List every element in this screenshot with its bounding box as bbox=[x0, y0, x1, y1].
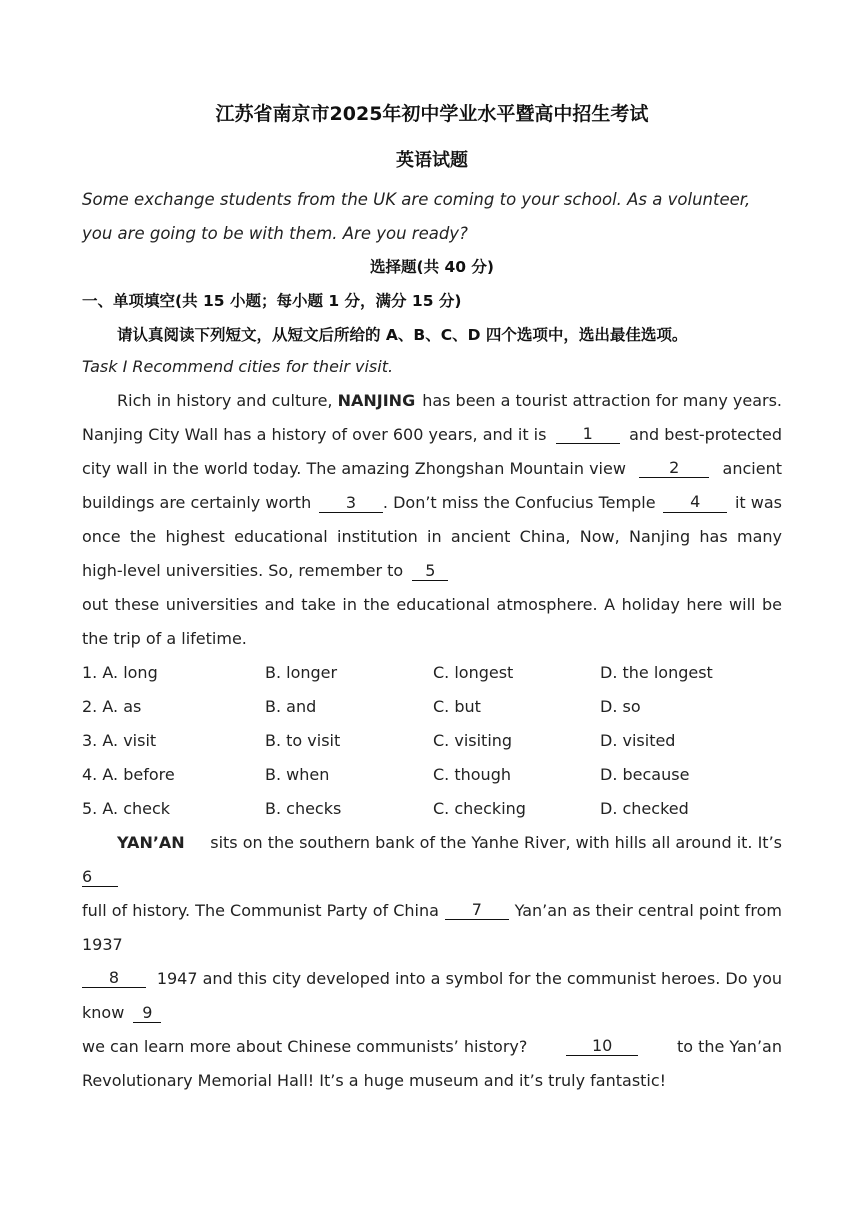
instruction-text: 请认真阅读下列短文，从短文后所给的 A、B、C、D 四个选项中，选出最佳选项。 bbox=[117, 326, 688, 344]
passage1-line: out these universities and take in the educational atmosphere. A holiday here will be bbox=[82, 595, 782, 614]
task-heading: Task I Recommend cities for their visit. bbox=[82, 357, 394, 376]
blank-1: 1 bbox=[556, 425, 620, 444]
option-1a: 1. A. long bbox=[82, 663, 158, 682]
page-subtitle: 英语试题 bbox=[396, 150, 468, 171]
option-5a: 5. A. check bbox=[82, 799, 171, 818]
passage2-line: full of history. The Communist Party of China 7 Yan’an as their central point from bbox=[82, 900, 782, 920]
intro-text: Some exchange students from the UK are coming to your school. As a volunteer, you are going to be with them. Are you ready? bbox=[82, 190, 751, 243]
keyword-yanan: YAN’AN bbox=[117, 833, 185, 852]
option-5c: C. checking bbox=[433, 799, 526, 818]
option-3b: B. to visit bbox=[265, 731, 341, 750]
blank-6: 6 bbox=[82, 868, 118, 887]
passage1-line: once the highest educational institution in ancient China, Now, Nanjing has many bbox=[82, 527, 782, 546]
option-1b: B. longer bbox=[265, 663, 338, 682]
passage1-line: city wall in the world today. The amazing Zhongshan Mountain view 2 ancient bbox=[82, 458, 782, 478]
passage1-line: Nanjing City Wall has a history of over 600 years, and it is 1 and best-protected bbox=[82, 424, 782, 444]
passage1-line: the trip of a lifetime. bbox=[82, 629, 247, 648]
option-3a: 3. A. visit bbox=[82, 731, 157, 750]
option-4c: C. though bbox=[433, 765, 511, 784]
keyword-nanjing: NANJING bbox=[337, 391, 416, 410]
passage2-line: know 9 bbox=[82, 1003, 782, 1023]
option-3d: D. visited bbox=[600, 731, 676, 750]
option-2c: C. but bbox=[433, 697, 481, 716]
passage2-line: Revolutionary Memorial Hall! It’s a huge museum and it’s truly fantastic! bbox=[82, 1071, 667, 1090]
blank-2: 2 bbox=[639, 459, 709, 478]
passage1-line: high-level universities. So, remember to 5 bbox=[82, 561, 782, 581]
option-2b: B. and bbox=[265, 697, 317, 716]
blank-8: 8 bbox=[82, 969, 146, 988]
blank-9: 9 bbox=[133, 1004, 161, 1023]
passage1-line: Rich in history and culture, NANJING has been a tourist attraction for many years. bbox=[117, 391, 782, 410]
option-4a: 4. A. before bbox=[82, 765, 175, 784]
option-2d: D. so bbox=[600, 697, 641, 716]
option-2a: 2. A. as bbox=[82, 697, 142, 716]
passage2-line: 8 1947 and this city developed into a symbol for the communist heroes. Do you bbox=[82, 969, 782, 988]
section-part-title: 选择题(共 40 分) bbox=[369, 258, 495, 276]
passage1-line: buildings are certainly worth 3 . Don’t miss the Confucius Temple 4 it was bbox=[82, 492, 782, 512]
blank-4: 4 bbox=[663, 493, 727, 513]
blank-3: 3 bbox=[319, 494, 383, 513]
passage2-line: 1937 bbox=[82, 935, 123, 954]
blank-10: 10 bbox=[566, 1037, 638, 1056]
option-4d: D. because bbox=[600, 765, 690, 784]
passage2-line: we can learn more about Chinese communists’ history? 10 to the Yan’an bbox=[82, 1036, 782, 1056]
blank-5: 5 bbox=[412, 562, 448, 581]
option-5d: D. checked bbox=[600, 799, 689, 818]
blank-7: 7 bbox=[445, 901, 509, 920]
passage2-line: YAN’AN sits on the southern bank of the Yanhe River, with hills all around it. It’s bbox=[82, 833, 782, 852]
page-title: 江苏省南京市2025年初中学业水平暨高中招生考试 bbox=[215, 103, 649, 125]
option-1c: C. longest bbox=[433, 663, 514, 682]
option-5b: B. checks bbox=[265, 799, 342, 818]
passage2-line bbox=[82, 867, 782, 887]
section1-title: 一、单项填空(共 15 小题；每小题 1 分，满分 15 分) bbox=[82, 292, 462, 310]
option-1d: D. the longest bbox=[600, 663, 713, 682]
option-4b: B. when bbox=[265, 765, 330, 784]
option-3c: C. visiting bbox=[433, 731, 513, 750]
